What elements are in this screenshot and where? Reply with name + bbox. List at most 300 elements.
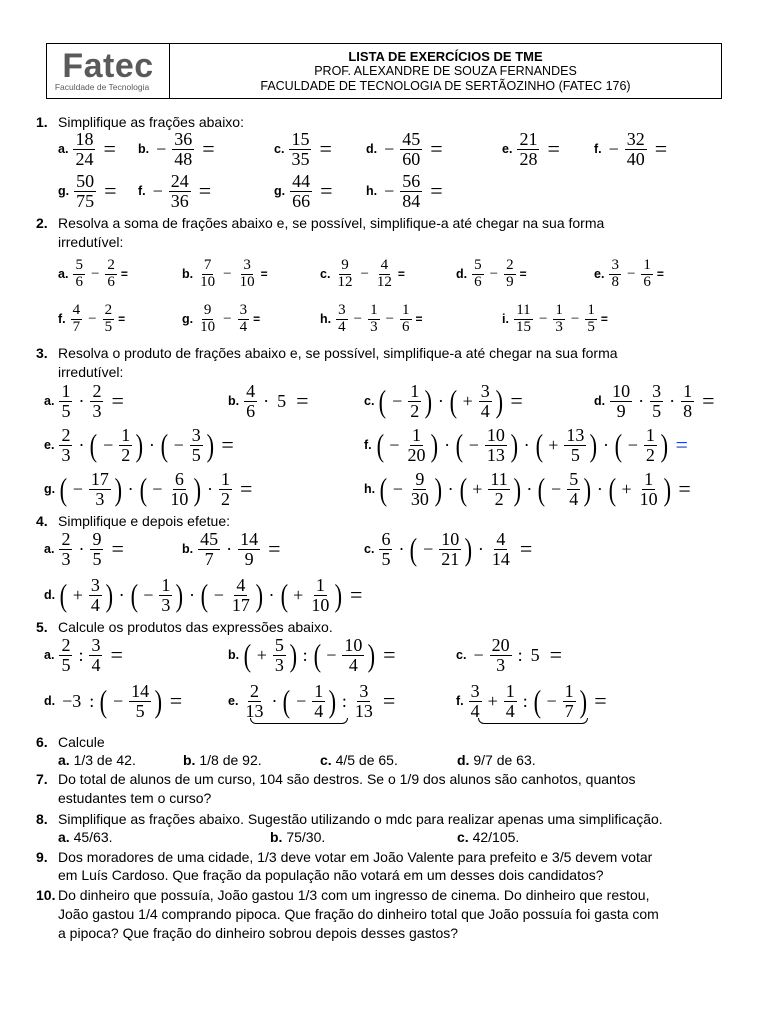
close-paren: ) <box>579 683 587 720</box>
item-label: b. <box>182 267 194 282</box>
close-paren: ) <box>289 637 297 674</box>
equals-sign: = <box>111 388 124 414</box>
operator: : <box>522 690 528 711</box>
operator: − <box>152 478 163 499</box>
question-2: 2. Resolva a soma de frações abaixo e, se possível, simplifique-a até chegar na sua forma <box>36 215 605 231</box>
question-5: 5. Calcule os produtos das expressões abaixo. <box>36 619 333 635</box>
fraction: $\frac{20}{3}$ <box>491 635 510 675</box>
operator: + <box>462 390 473 411</box>
equals-sign: = <box>415 312 423 327</box>
fraction: $\frac{3}{8}$ <box>611 257 619 290</box>
equals-sign: = <box>240 476 253 502</box>
item-label: h. <box>364 482 376 497</box>
close-paren: ) <box>431 427 439 464</box>
fraction: $\frac{56}{84}$ <box>402 171 421 211</box>
q2-item-5 <box>594 258 664 291</box>
operator: + <box>293 584 304 605</box>
math-expression <box>469 636 562 675</box>
q5-item-5 <box>228 682 395 721</box>
fraction: $\frac{11}{2}$ <box>490 469 508 509</box>
item-label: e. <box>502 142 513 157</box>
fraction: $\frac{32}{40}$ <box>626 129 645 169</box>
equals-sign: = <box>104 178 117 204</box>
item-label: g. <box>182 312 194 327</box>
open-paren: ( <box>280 577 288 614</box>
operator: · <box>444 434 451 455</box>
equals-sign: = <box>103 136 116 162</box>
operator: · <box>437 390 444 411</box>
open-paren: ( <box>537 471 546 508</box>
fraction: $\frac{10}{9}$ <box>612 381 631 421</box>
item-label: a. <box>44 394 55 409</box>
math-expression <box>58 682 182 721</box>
operator: − <box>538 310 548 327</box>
operator: − <box>152 180 163 201</box>
close-paren: ) <box>368 637 376 674</box>
close-paren: ) <box>206 427 214 464</box>
question-8-item-c: c. 42/105. <box>457 829 520 845</box>
math-expression <box>71 258 127 291</box>
open-paren: ( <box>59 577 68 614</box>
equals-sign: = <box>198 178 212 204</box>
q1b-item-4 <box>366 172 443 211</box>
open-paren: ( <box>200 577 209 614</box>
q2b-item-1 <box>58 303 125 336</box>
item-label: d. <box>44 588 56 603</box>
equals-sign: = <box>549 642 563 668</box>
q4-item-2 <box>182 530 281 569</box>
item-label: b. <box>182 542 194 557</box>
item-label: f. <box>138 184 146 199</box>
operator: − <box>384 180 395 201</box>
math-expression <box>58 576 362 615</box>
math-expression <box>149 172 212 211</box>
document-title: LISTA DE EXERCÍCIOS DE TME <box>348 48 543 64</box>
fraction: $\frac{3}{4}$ <box>239 302 248 335</box>
operator: : <box>302 644 308 665</box>
item-label: c. <box>364 542 375 557</box>
close-paren: ) <box>154 683 163 720</box>
math-expression <box>71 130 115 169</box>
close-paren: ) <box>660 427 668 464</box>
question-10: 10. Do dinheiro que possuía, João gastou 1/3 com um ingresso de cinema. Do dinheiro que restou, <box>36 887 650 903</box>
open-paren: ( <box>99 683 108 720</box>
close-paren: ) <box>193 471 202 508</box>
question-4: 4. Simplifique e depois efetue: <box>36 513 230 529</box>
operator: · <box>226 538 233 559</box>
professor-name: PROF. ALEXANDRE DE SOUZA FERNANDES <box>314 63 577 78</box>
math-expression <box>242 382 308 421</box>
operator: − <box>90 265 100 282</box>
fraction: $\frac{2}{5}$ <box>61 635 71 675</box>
math-expression <box>608 382 714 421</box>
fraction: $\frac{1}{10}$ <box>639 469 658 509</box>
question-6: 6. Calcule <box>36 734 105 750</box>
math-expression <box>377 530 532 569</box>
operator: + <box>621 478 632 499</box>
operator: − <box>72 478 83 499</box>
fraction: $\frac{1}{6}$ <box>643 257 651 290</box>
q1b-item-3 <box>274 172 333 211</box>
close-paren: ) <box>255 577 263 614</box>
open-paren: ( <box>313 637 321 674</box>
math-expression <box>287 130 331 169</box>
fraction: $\frac{1}{3}$ <box>370 302 378 335</box>
operator: + <box>487 690 498 711</box>
fraction: $\frac{5}{6}$ <box>474 257 482 290</box>
fraction: $\frac{5}{4}$ <box>569 469 579 509</box>
close-paren: ) <box>175 577 184 614</box>
equals-sign: = <box>397 267 405 282</box>
equals-sign: = <box>430 178 443 204</box>
item-label: h. <box>366 184 378 199</box>
operator: − <box>360 265 369 282</box>
fraction: $\frac{9}{5}$ <box>92 529 102 569</box>
q1-item-3 <box>274 130 332 169</box>
fraction: $\frac{1}{4}$ <box>314 681 324 721</box>
operator: − <box>423 538 434 559</box>
operator: − <box>112 690 124 711</box>
question-9-line2: em Luís Cardoso. Que fração da população não votará em um desses dois candidatos? <box>58 867 604 883</box>
q1-item-4 <box>366 130 443 169</box>
operator: · <box>207 478 214 499</box>
operator: −3 <box>62 690 82 711</box>
operator: · <box>669 390 676 411</box>
question-6-item-d: d. 9/7 de 63. <box>457 752 536 768</box>
fraction: $\frac{3}{4}$ <box>470 681 480 721</box>
close-paren: ) <box>495 383 503 420</box>
operator: · <box>447 478 454 499</box>
fraction: $\frac{6}{5}$ <box>381 529 391 569</box>
item-label: g. <box>274 184 286 199</box>
q2-item-3 <box>320 258 405 291</box>
operator: − <box>326 644 337 665</box>
close-paren: ) <box>589 427 598 464</box>
fraction: $\frac{3}{4}$ <box>91 635 101 675</box>
q2b-item-2 <box>182 303 260 336</box>
equals-sign: = <box>349 582 363 608</box>
close-paren: ) <box>334 577 343 614</box>
operator: − <box>489 265 499 282</box>
fraction: $\frac{4}{17}$ <box>231 575 250 615</box>
equals-sign: = <box>320 178 333 204</box>
fatec-logo <box>47 44 170 98</box>
operator: − <box>551 478 562 499</box>
item-label: c. <box>320 267 331 282</box>
q4-item-4 <box>44 576 362 615</box>
fraction: $\frac{11}{15}$ <box>515 302 531 335</box>
fraction: $\frac{2}{3}$ <box>61 529 71 569</box>
fraction: $\frac{1}{2}$ <box>645 425 655 465</box>
fraction: $\frac{14}{9}$ <box>240 529 259 569</box>
fraction: $\frac{13}{5}$ <box>566 425 585 465</box>
close-paren: ) <box>510 427 518 464</box>
math-expression <box>72 172 116 211</box>
equals-sign: = <box>510 388 523 414</box>
equals-sign: = <box>654 136 668 162</box>
fraction: $\frac{1}{5}$ <box>61 381 71 421</box>
math-expression <box>375 426 688 465</box>
fraction: $\frac{2}{9}$ <box>506 257 514 290</box>
q3-item-4 <box>594 382 715 421</box>
fraction: $\frac{9}{10}$ <box>200 302 216 335</box>
q4-item-1 <box>44 530 124 569</box>
math-expression <box>57 382 123 421</box>
q1-item-6 <box>594 130 667 169</box>
operator: − <box>468 434 479 455</box>
equals-sign: = <box>519 267 527 282</box>
operator: · <box>398 538 405 559</box>
equals-sign: = <box>169 688 183 714</box>
operator: − <box>103 434 114 455</box>
operator: · <box>526 478 533 499</box>
fraction: $\frac{50}{75}$ <box>76 171 95 211</box>
math-expression <box>57 636 122 675</box>
open-paren: ( <box>139 471 147 508</box>
math-expression <box>152 130 215 169</box>
operator: 5 <box>277 390 287 411</box>
operator: − <box>627 434 638 455</box>
fraction: $\frac{2}{6}$ <box>107 257 115 290</box>
math-expression <box>196 258 267 291</box>
question-1: 1. Simplifique as frações abaixo: <box>36 114 244 130</box>
fraction: $\frac{4}{12}$ <box>376 257 392 290</box>
fraction: $\frac{3}{4}$ <box>90 575 100 615</box>
fraction: $\frac{4}{7}$ <box>72 302 81 335</box>
open-paren: ( <box>410 531 418 568</box>
operator: − <box>392 390 403 411</box>
item-label: f. <box>58 312 66 327</box>
fraction: $\frac{3}{10}$ <box>239 257 255 290</box>
item-label: c. <box>456 648 467 663</box>
item-label: e. <box>44 438 55 453</box>
operator: − <box>385 310 395 327</box>
fraction: $\frac{17}{3}$ <box>90 469 109 509</box>
q1-item-5 <box>502 130 560 169</box>
equals-sign: = <box>702 388 715 414</box>
equals-sign: = <box>319 136 332 162</box>
close-paren: ) <box>114 471 122 508</box>
open-paren: ( <box>90 427 98 464</box>
equals-sign: = <box>260 267 268 282</box>
q5-item-6 <box>456 682 607 721</box>
open-paren: ( <box>455 427 464 464</box>
question-10-line2: João gastou 1/4 comprando pipoca. Que fração do dinheiro total que João possuía foi gasta com <box>58 906 659 922</box>
fraction: $\frac{3}{4}$ <box>480 381 490 421</box>
q3-item-8 <box>364 470 691 509</box>
fraction: $\frac{2}{5}$ <box>104 302 113 335</box>
operator: − <box>296 690 307 711</box>
open-paren: ( <box>59 471 68 508</box>
fraction: $\frac{45}{7}$ <box>200 529 219 569</box>
item-label: f. <box>456 694 464 709</box>
institution-name: FACULDADE DE TECNOLOGIA DE SERTÃOZINHO (FATEC 176) <box>260 78 631 93</box>
math-expression <box>512 303 608 336</box>
item-label: e. <box>594 267 605 282</box>
fraction: $\frac{10}{4}$ <box>344 635 363 675</box>
item-label: a. <box>44 542 55 557</box>
fraction: $\frac{10}{21}$ <box>441 529 460 569</box>
open-paren: ( <box>379 471 388 508</box>
operator: + <box>548 434 559 455</box>
fraction: $\frac{45}{60}$ <box>402 129 421 169</box>
question-8: 8. Simplifique as frações abaixo. Sugestão utilizando o mdc para realizar apenas uma simplificação. <box>36 811 663 827</box>
operator: − <box>213 584 224 605</box>
q3-item-1 <box>44 382 124 421</box>
item-label: d. <box>456 267 468 282</box>
open-paren: ( <box>379 383 387 420</box>
question-3-line2: irredutível: <box>58 364 124 380</box>
operator: : <box>517 644 523 665</box>
math-expression <box>380 172 443 211</box>
q1b-item-2 <box>138 172 211 211</box>
operator: · <box>78 538 85 559</box>
operator: : <box>78 644 84 665</box>
equals-sign: = <box>382 688 396 714</box>
math-expression <box>57 530 123 569</box>
fraction: $\frac{1}{10}$ <box>311 575 330 615</box>
equals-sign: = <box>221 432 234 458</box>
item-label: a. <box>58 142 69 157</box>
question-8-item-a: a. 45/63. <box>58 829 113 845</box>
open-paren: ( <box>243 637 252 674</box>
fraction: $\frac{1}{8}$ <box>683 381 693 421</box>
operator: − <box>384 138 395 159</box>
item-label: c. <box>364 394 375 409</box>
item-label: i. <box>502 312 509 327</box>
item-label: b. <box>228 648 240 663</box>
math-expression <box>607 258 663 291</box>
math-expression <box>605 130 668 169</box>
fraction: $\frac{3}{5}$ <box>191 425 201 465</box>
equals-sign: = <box>600 312 608 327</box>
q3-item-5 <box>44 426 234 465</box>
math-expression <box>58 470 252 509</box>
operator: − <box>473 644 484 665</box>
math-expression <box>57 426 233 465</box>
q4-item-3 <box>364 530 532 569</box>
item-label: d. <box>366 142 378 157</box>
operator: · <box>603 434 610 455</box>
equals-sign: = <box>594 688 607 714</box>
open-paren: ( <box>130 577 138 614</box>
item-label: h. <box>320 312 332 327</box>
fraction: $\frac{4}{14}$ <box>491 529 510 569</box>
operator: · <box>148 434 155 455</box>
question-6-item-c: c. 4/5 de 65. <box>320 752 398 768</box>
question-6-item-b: b. 1/8 de 92. <box>183 752 262 768</box>
operator: − <box>223 310 232 327</box>
operator: + <box>256 644 267 665</box>
close-paren: ) <box>135 427 144 464</box>
close-paren: ) <box>434 471 442 508</box>
operator: − <box>626 265 636 282</box>
math-expression <box>242 636 395 675</box>
fraction: $\frac{5}{3}$ <box>274 635 284 675</box>
header-box <box>46 43 722 99</box>
fraction: $\frac{2}{3}$ <box>92 381 102 421</box>
fraction: $\frac{18}{24}$ <box>75 129 94 169</box>
math-expression <box>241 682 395 721</box>
item-label: f. <box>594 142 602 157</box>
q3-item-3 <box>364 382 523 421</box>
math-expression <box>515 130 559 169</box>
fraction: $\frac{14}{5}$ <box>131 681 150 721</box>
fraction: $\frac{10}{13}$ <box>486 425 505 465</box>
operator: − <box>608 138 619 159</box>
equals-sign: = <box>547 136 560 162</box>
operator: − <box>389 434 400 455</box>
math-expression <box>69 303 125 336</box>
close-paren: ) <box>663 471 671 508</box>
open-paren: ( <box>283 683 291 720</box>
operator: · <box>189 584 196 605</box>
equals-sign: = <box>675 432 688 458</box>
equals-sign: = <box>430 136 443 162</box>
q3-item-2 <box>228 382 309 421</box>
equals-sign: = <box>110 642 123 668</box>
close-paren: ) <box>328 683 337 720</box>
math-expression <box>333 258 404 291</box>
q2-item-1 <box>58 258 128 291</box>
question-9: 9. Dos moradores de uma cidade, 1/3 deve votar em João Valente para prefeito e 3/5 devem votar <box>36 849 653 865</box>
q5-item-1 <box>44 636 123 675</box>
operator: − <box>570 310 580 327</box>
math-expression <box>288 172 332 211</box>
fraction: $\frac{9}{30}$ <box>410 469 429 509</box>
fraction: $\frac{9}{12}$ <box>337 257 353 290</box>
operator: · <box>523 434 530 455</box>
math-expression <box>380 130 443 169</box>
item-label: e. <box>228 694 239 709</box>
fraction: $\frac{1}{5}$ <box>587 302 595 335</box>
item-label: a. <box>58 267 69 282</box>
operator: − <box>223 265 232 282</box>
item-label: d. <box>44 694 56 709</box>
math-expression <box>196 303 260 336</box>
math-expression <box>378 470 691 509</box>
operator: · <box>118 584 125 605</box>
fraction: $\frac{1}{2}$ <box>221 469 231 509</box>
item-label: f. <box>364 438 372 453</box>
fraction: $\frac{1}{6}$ <box>402 302 410 335</box>
operator: · <box>638 390 645 411</box>
logo-text: Fatec <box>62 47 154 85</box>
question-3: 3. Resolva o produto de frações abaixo e, se possível, simplifique-a até chegar na sua forma <box>36 345 618 361</box>
q3-item-6 <box>364 426 688 465</box>
math-expression <box>196 530 280 569</box>
close-paren: ) <box>513 471 521 508</box>
fraction: $\frac{36}{48}$ <box>174 129 193 169</box>
open-paren: ( <box>160 427 168 464</box>
open-paren: ( <box>614 427 623 464</box>
operator: · <box>78 390 85 411</box>
fraction: $\frac{24}{36}$ <box>170 171 189 211</box>
fraction: $\frac{3}{5}$ <box>652 381 662 421</box>
operator: : <box>341 690 347 711</box>
math-expression <box>334 303 422 336</box>
operator: · <box>271 690 278 711</box>
operator: − <box>143 584 154 605</box>
q2b-item-3 <box>320 303 423 336</box>
fraction: $\frac{6}{10}$ <box>170 469 189 509</box>
fraction: $\frac{21}{28}$ <box>519 129 538 169</box>
q2-item-2 <box>182 258 268 291</box>
question-6-items: a. 1/3 de 42. <box>58 752 136 768</box>
item-label: c. <box>274 142 285 157</box>
q1-item-2 <box>138 130 215 169</box>
open-paren: ( <box>376 427 384 464</box>
